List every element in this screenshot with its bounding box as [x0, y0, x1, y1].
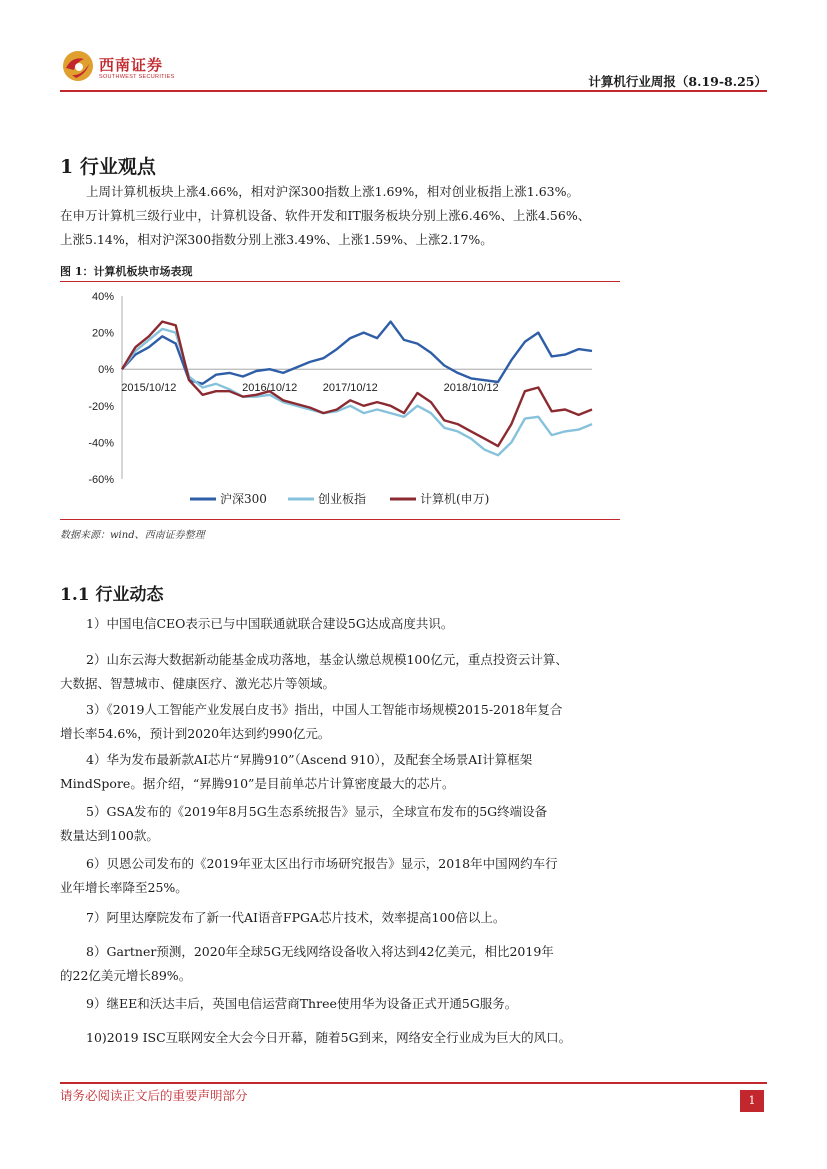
section-heading-1-1: 1.1 行业动态 — [60, 585, 164, 605]
news-item-line: 8）Gartner预测，2020年全球5G无线网络设备收入将达到42亿美元，相比2019年 — [86, 944, 554, 959]
news-item-line: 10)2019 ISC互联网安全大会今日开幕，随着5G到来，网络安全行业成为巨大的风口。 — [86, 1030, 572, 1045]
logo-chinese-name: 西南证券 — [99, 56, 164, 74]
news-item — [60, 852, 618, 900]
news-item-line: 5）GSA发布的《2019年8月5G生态系统报告》显示，全球宣布发布的5G终端设备 — [86, 804, 548, 819]
series-line-0 — [122, 322, 592, 384]
news-item — [60, 906, 618, 930]
paragraph-line: 上涨5.14%，相对沪深300指数分别上涨3.49%、上涨1.59%、上涨2.17%。 — [60, 232, 493, 247]
y-tick-label: 20% — [91, 327, 114, 340]
paragraph-line: 在申万计算机三级行业中，计算机设备、软件开发和IT服务板块分别上涨6.46%、上涨4.56%、 — [60, 208, 591, 223]
legend-label: 创业板指 — [318, 492, 367, 506]
x-tick-label: 2015/10/12 — [121, 382, 177, 395]
news-item-line: 的22亿美元增长89%。 — [60, 968, 192, 983]
news-item — [60, 748, 618, 796]
legend-label: 沪深300 — [220, 492, 267, 506]
news-item — [60, 992, 618, 1016]
news-item — [60, 940, 618, 988]
paragraph-line: 上周计算机板块上涨4.66%，相对沪深300指数上涨1.69%，相对创业板指上涨1.63%。 — [86, 184, 579, 199]
footer-disclaimer: 请务必阅读正文后的重要声明部分 — [60, 1088, 248, 1103]
x-tick-label: 2017/10/12 — [322, 382, 378, 395]
y-tick-label: 40% — [91, 291, 114, 303]
news-item-line: MindSpore。据介绍，“昇腾910”是目前单芯片计算密度最大的芯片。 — [60, 776, 455, 791]
news-item-line: 1）中国电信CEO表示已与中国联通就联合建设5G达成高度共识。 — [86, 616, 454, 631]
legend-label: 计算机(申万) — [420, 492, 490, 506]
news-item-line: 数量达到100款。 — [60, 828, 159, 843]
x-tick-label: 2018/10/12 — [443, 382, 499, 395]
news-item-line: 大数据、智慧城市、健康医疗、激光芯片等领域。 — [60, 676, 336, 691]
section-1-paragraph — [60, 180, 618, 252]
section-heading-1: 1 行业观点 — [60, 156, 156, 178]
report-title: 计算机行业周报（8.19-8.25） — [588, 74, 767, 89]
y-tick-label: -40% — [88, 437, 114, 450]
market-performance-chart — [60, 282, 620, 518]
news-item — [60, 1026, 618, 1050]
news-item-line: 3）《2019人工智能产业发展白皮书》指出，中国人工智能市场规模2015-2018年复合 — [86, 702, 563, 717]
news-item — [60, 698, 618, 746]
news-item-line: 4）华为发布最新款AI芯片“昇腾910”（Ascend 910），及配套全场景AI计算框架 — [86, 752, 533, 767]
company-logo — [62, 50, 192, 86]
figure-bottom-rule — [60, 519, 620, 520]
header-divider — [60, 90, 767, 92]
logo-english-name: SOUTHWEST SECURITIES — [99, 74, 175, 80]
news-item-line: 增长率54.6%，预计到2020年达到约990亿元。 — [60, 726, 331, 741]
news-item-line: 业年增长率降至25%。 — [60, 880, 188, 895]
news-item-line: 9）继EE和沃达丰后，英国电信运营商Three使用华为设备正式开通5G服务。 — [86, 996, 518, 1011]
news-item-line: 2）山东云海大数据新动能基金成功落地，基金认缴总规模100亿元，重点投资云计算、 — [86, 652, 568, 667]
y-tick-label: 0% — [98, 364, 114, 377]
logo-emblem-icon — [62, 50, 94, 82]
y-tick-label: -60% — [88, 474, 114, 486]
x-tick-label: 2016/10/12 — [242, 382, 298, 395]
news-item-line: 7）阿里达摩院发布了新一代AI语音FPGA芯片技术，效率提高100倍以上。 — [86, 910, 506, 925]
news-item — [60, 800, 618, 848]
page-number: 1 — [740, 1090, 764, 1112]
figure-title: 图 1：计算机板块市场表现 — [60, 265, 193, 278]
footer-divider — [60, 1082, 767, 1084]
news-item-line: 6）贝恩公司发布的《2019年亚太区出行市场研究报告》显示，2018年中国网约车行 — [86, 856, 558, 871]
news-item — [60, 612, 618, 636]
figure-source: 数据来源：wind、西南证券整理 — [60, 530, 205, 541]
y-tick-label: -20% — [88, 400, 114, 413]
news-item — [60, 648, 618, 696]
